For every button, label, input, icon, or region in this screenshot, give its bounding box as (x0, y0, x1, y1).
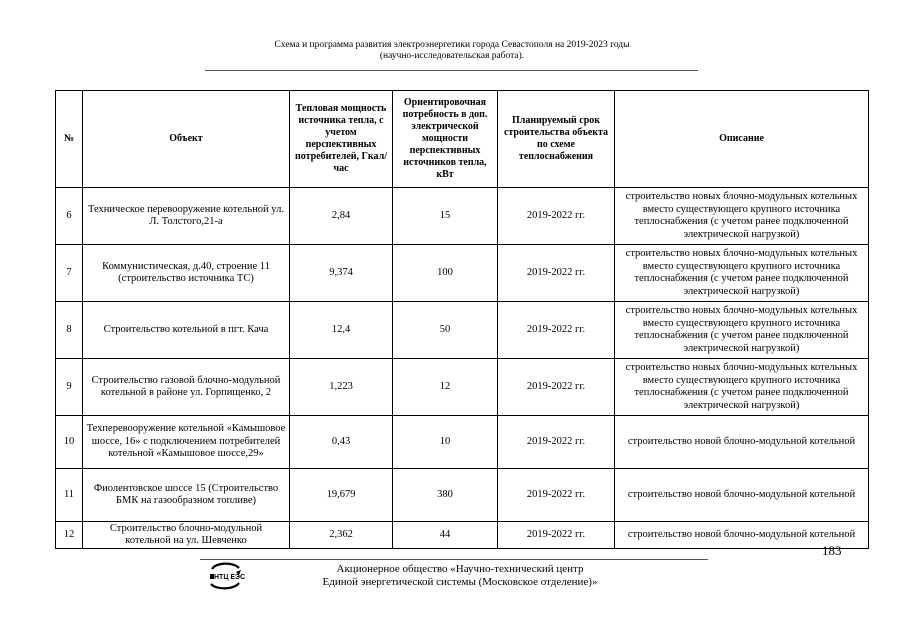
cell-power-need: 15 (393, 188, 498, 245)
cell-heat-capacity: 1,223 (290, 359, 393, 416)
cell-object: Техперевооружение котельной «Камышовое шоссе, 16» с подключением потребителей котельной «Камышовое шоссе,29» (83, 416, 290, 469)
cell-heat-capacity: 9,374 (290, 245, 393, 302)
cell-number: 9 (56, 359, 83, 416)
footer-divider (200, 559, 708, 560)
cell-number: 10 (56, 416, 83, 469)
cell-heat-capacity: 0,43 (290, 416, 393, 469)
cell-object: Коммунистическая, д.40, строение 11 (строительство источника ТС) (83, 245, 290, 302)
logo-text: НТЦ ЕЭС (214, 574, 246, 581)
table-row (56, 245, 869, 302)
cell-power-need: 50 (393, 302, 498, 359)
column-header-number: № (56, 91, 83, 188)
heat-sources-table (55, 90, 869, 549)
header-divider (205, 70, 698, 71)
cell-construction-term: 2019-2022 гг. (498, 359, 615, 416)
cell-power-need: 12 (393, 359, 498, 416)
table-row (56, 522, 869, 549)
cell-heat-capacity: 12,4 (290, 302, 393, 359)
cell-power-need: 380 (393, 469, 498, 522)
table-header-row (56, 91, 869, 188)
cell-description: строительство новой блочно-модульной котельной (615, 416, 869, 469)
cell-construction-term: 2019-2022 гг. (498, 469, 615, 522)
cell-object: Техническое перевооружение котельной ул. Л. Толстого,21-а (83, 188, 290, 245)
cell-number: 11 (56, 469, 83, 522)
cell-heat-capacity: 19,679 (290, 469, 393, 522)
cell-object: Фиолентовское шоссе 15 (Строительство БМК на газообразном топливе) (83, 469, 290, 522)
cell-object: Строительство котельной в пгт. Кача (83, 302, 290, 359)
table-row (56, 302, 869, 359)
cell-description: строительство новых блочно-модульных котельных вместо существующего крупного источника теплоснабжения (с учетом ранее подключенной электрической нагрузкой) (615, 302, 869, 359)
cell-construction-term: 2019-2022 гг. (498, 302, 615, 359)
column-header-description: Описание (615, 91, 869, 188)
page-number: 183 (822, 543, 842, 558)
cell-power-need: 100 (393, 245, 498, 302)
cell-object: Строительство блочно-модульной котельной на ул. Шевченко (83, 522, 290, 549)
cell-number: 12 (56, 522, 83, 549)
cell-object: Строительство газовой блочно-модульной котельной в районе ул. Горпищенко, 2 (83, 359, 290, 416)
table-row (56, 188, 869, 245)
cell-power-need: 10 (393, 416, 498, 469)
table-row (56, 416, 869, 469)
column-header-heat-capacity: Тепловая мощность источника тепла, с учетом перспективных потребителей, Гкал/час (290, 91, 393, 188)
cell-construction-term: 2019-2022 гг. (498, 188, 615, 245)
footer-organization-line2: Единой энергетической системы (Московское отделение)» (322, 576, 598, 588)
cell-power-need: 44 (393, 522, 498, 549)
cell-description: строительство новых блочно-модульных котельных вместо существующего крупного источника теплоснабжения (с учетом ранее подключенной электрической нагрузкой) (615, 188, 869, 245)
column-header-construction-term: Планируемый срок строительства объекта по схеме теплоснабжения (498, 91, 615, 188)
document-header-subtitle: (научно-исследовательская работа). (379, 51, 525, 61)
column-header-power-need: Ориентировочная потребность в доп. электрической мощности перспективных источников тепла, кВт (393, 91, 498, 188)
cell-description: строительство новой блочно-модульной котельной (615, 522, 869, 549)
cell-construction-term: 2019-2022 гг. (498, 416, 615, 469)
document-header-title: Схема и программа развития электроэнергетики города Севастополя на 2019-2023 годы (274, 40, 630, 50)
cell-number: 6 (56, 188, 83, 245)
cell-description: строительство новых блочно-модульных котельных вместо существующего крупного источника теплоснабжения (с учетом ранее подключенной электрической нагрузкой) (615, 359, 869, 416)
table-row (56, 469, 869, 522)
table-row (56, 359, 869, 416)
cell-description: строительство новых блочно-модульных котельных вместо существующего крупного источника теплоснабжения (с учетом ранее подключенной электрической нагрузкой) (615, 245, 869, 302)
cell-construction-term: 2019-2022 гг. (498, 522, 615, 549)
cell-heat-capacity: 2,362 (290, 522, 393, 549)
cell-description: строительство новой блочно-модульной котельной (615, 469, 869, 522)
footer-organization-line1: Акционерное общество «Научно-технический центр (336, 563, 584, 575)
column-header-object: Объект (83, 91, 290, 188)
cell-construction-term: 2019-2022 гг. (498, 245, 615, 302)
cell-number: 8 (56, 302, 83, 359)
cell-number: 7 (56, 245, 83, 302)
cell-heat-capacity: 2,84 (290, 188, 393, 245)
